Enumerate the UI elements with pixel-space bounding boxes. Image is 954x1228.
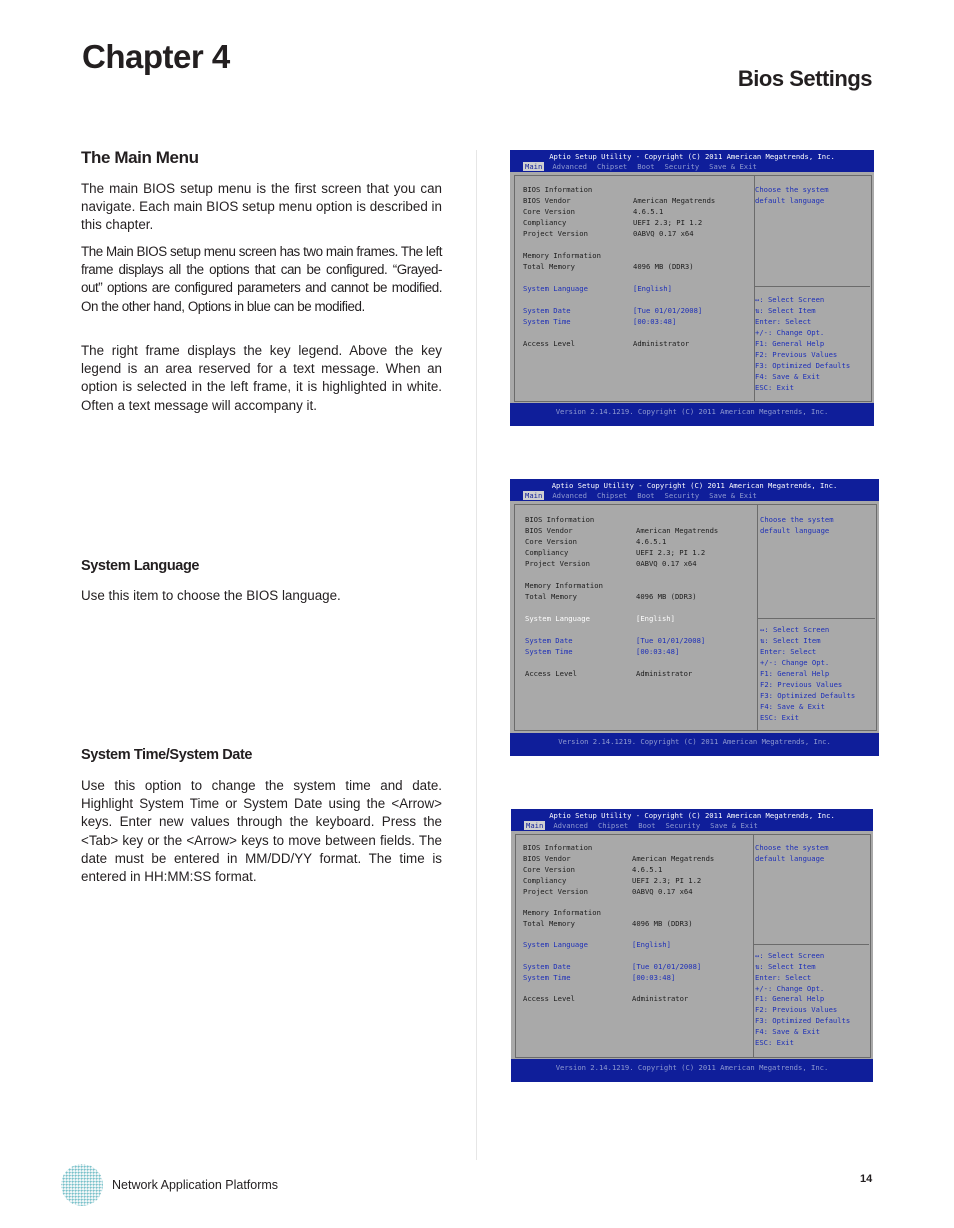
main-menu-heading: The Main Menu bbox=[81, 148, 199, 167]
value-core-version: 4.6.5.1 bbox=[636, 537, 667, 546]
row-access-level: Access Level bbox=[525, 669, 577, 678]
key-f2: F2: Previous Values bbox=[755, 350, 838, 359]
bios-screenshot-1 bbox=[510, 150, 874, 426]
value-system-date: [Tue 01/01/2008] bbox=[633, 306, 703, 315]
key-f4: F4: Save & Exit bbox=[760, 702, 825, 711]
key-change-opt: +/-: Change Opt. bbox=[760, 658, 830, 667]
value-system-time: [00:03:48] bbox=[633, 317, 677, 326]
tab-security: Security bbox=[664, 162, 700, 171]
tab-main: Main bbox=[526, 821, 544, 830]
row-core-version: Core Version bbox=[525, 537, 577, 546]
page-number: 14 bbox=[860, 1173, 873, 1185]
bios-utility-title: Aptio Setup Utility - Copyright (C) 2011 American Megatrends, Inc. bbox=[549, 152, 835, 161]
value-system-time: [00:03:48] bbox=[636, 647, 680, 656]
key-f4: F4: Save & Exit bbox=[755, 372, 820, 381]
row-total-memory: Total Memory bbox=[523, 919, 575, 928]
system-time-heading: System Time/System Date bbox=[81, 747, 253, 763]
main-menu-paragraph-1: The main BIOS setup menu is the first screen that you can navigate. Each main BIOS setup menu option is described in this chapter. bbox=[81, 181, 442, 233]
value-system-language: [English] bbox=[632, 940, 671, 949]
help-text-line-1: Choose the system bbox=[760, 515, 834, 524]
help-text-line-2: default language bbox=[760, 526, 830, 535]
row-project-version: Project Version bbox=[523, 887, 588, 896]
bios-version: Version 2.14.1219. Copyright (C) 2011 American Megatrends, Inc. bbox=[555, 407, 829, 416]
key-select-item: ⇅: Select Item bbox=[755, 306, 816, 315]
value-project-version: 0ABVQ 0.17 x64 bbox=[632, 887, 693, 896]
row-bios-information: BIOS Information bbox=[525, 515, 595, 524]
key-enter: Enter: Select bbox=[755, 973, 812, 982]
row-access-level: Access Level bbox=[523, 339, 575, 348]
row-compliancy: Compliancy bbox=[523, 876, 567, 885]
system-language-heading: System Language bbox=[81, 558, 200, 574]
bios-menu-bar bbox=[523, 162, 765, 171]
key-f3: F3: Optimized Defaults bbox=[755, 361, 851, 370]
help-text-line-2: default language bbox=[755, 854, 825, 863]
main-menu-paragraph-2: The Main BIOS setup menu screen has two main frames. The left frame displays all the options that can be configured. “Grayed-out” options are configured parameters and cannot be modified. On the other hand, Options in blue can be modified. bbox=[81, 244, 442, 314]
main-menu-paragraph-3: The right frame displays the key legend. Above the key legend is an area reserved for a text message. When an option is selected in the left frame, it is highlighted in white. Often a text message will accompany it. bbox=[81, 343, 442, 413]
row-bios-information: BIOS Information bbox=[523, 185, 593, 194]
tab-security: Security bbox=[665, 821, 701, 830]
column-divider bbox=[476, 150, 477, 1160]
key-change-opt: +/-: Change Opt. bbox=[755, 328, 825, 337]
value-core-version: 4.6.5.1 bbox=[632, 865, 663, 874]
key-select-item: ⇅: Select Item bbox=[755, 962, 816, 971]
tab-save-exit: Save & Exit bbox=[710, 821, 758, 830]
legend-divider bbox=[758, 618, 875, 619]
tab-boot: Boot bbox=[637, 491, 655, 500]
row-system-date: System Date bbox=[523, 962, 571, 971]
value-project-version: 0ABVQ 0.17 x64 bbox=[633, 229, 694, 238]
bios-screenshot-2 bbox=[510, 479, 879, 756]
key-f1: F1: General Help bbox=[755, 339, 825, 348]
globe-logo-icon bbox=[59, 1162, 105, 1213]
bios-version: Version 2.14.1219. Copyright (C) 2011 American Megatrends, Inc. bbox=[558, 737, 831, 746]
value-access-level: Administrator bbox=[632, 994, 689, 1003]
legend-divider bbox=[754, 944, 869, 945]
value-core-version: 4.6.5.1 bbox=[633, 207, 664, 216]
row-total-memory: Total Memory bbox=[523, 262, 575, 271]
key-esc: ESC: Exit bbox=[755, 1038, 794, 1047]
row-bios-vendor: BIOS Vendor bbox=[523, 196, 571, 205]
row-core-version: Core Version bbox=[523, 865, 575, 874]
tab-chipset: Chipset bbox=[596, 491, 628, 500]
row-system-date: System Date bbox=[523, 306, 571, 315]
value-total-memory: 4096 MB (DDR3) bbox=[636, 592, 697, 601]
row-system-language: System Language bbox=[525, 614, 590, 623]
bios-version: Version 2.14.1219. Copyright (C) 2011 American Megatrends, Inc. bbox=[555, 1063, 829, 1072]
system-language-paragraph: Use this item to choose the BIOS language. bbox=[81, 588, 341, 603]
row-project-version: Project Version bbox=[523, 229, 588, 238]
row-system-time: System Time bbox=[523, 973, 571, 982]
row-memory-information: Memory Information bbox=[525, 581, 603, 590]
tab-boot: Boot bbox=[637, 162, 655, 171]
help-text-line-1: Choose the system bbox=[755, 843, 829, 852]
row-memory-information: Memory Information bbox=[523, 251, 601, 260]
key-select-screen: ↔: Select Screen bbox=[760, 625, 830, 634]
value-system-date: [Tue 01/01/2008] bbox=[632, 962, 702, 971]
row-total-memory: Total Memory bbox=[525, 592, 577, 601]
bios-screenshot-3 bbox=[511, 809, 873, 1082]
row-system-language: System Language bbox=[523, 940, 588, 949]
value-access-level: Administrator bbox=[633, 339, 690, 348]
bios-utility-title: Aptio Setup Utility - Copyright (C) 2011 American Megatrends, Inc. bbox=[549, 811, 835, 820]
tab-advanced: Advanced bbox=[552, 491, 587, 500]
row-system-time: System Time bbox=[523, 317, 571, 326]
row-system-date: System Date bbox=[525, 636, 573, 645]
tab-advanced: Advanced bbox=[553, 821, 588, 830]
value-compliancy: UEFI 2.3; PI 1.2 bbox=[633, 218, 703, 227]
row-compliancy: Compliancy bbox=[525, 548, 569, 557]
row-project-version: Project Version bbox=[525, 559, 590, 568]
tab-main: Main bbox=[525, 491, 543, 500]
value-total-memory: 4096 MB (DDR3) bbox=[633, 262, 694, 271]
tab-main: Main bbox=[525, 162, 543, 171]
bios-menu-bar bbox=[523, 491, 765, 500]
help-text-line-2: default language bbox=[755, 196, 825, 205]
row-bios-vendor: BIOS Vendor bbox=[525, 526, 573, 535]
value-compliancy: UEFI 2.3; PI 1.2 bbox=[632, 876, 702, 885]
value-bios-vendor: American Megatrends bbox=[636, 526, 719, 535]
tab-chipset: Chipset bbox=[597, 821, 629, 830]
value-access-level: Administrator bbox=[636, 669, 693, 678]
section-title: Bios Settings bbox=[737, 66, 872, 91]
value-project-version: 0ABVQ 0.17 x64 bbox=[636, 559, 697, 568]
value-bios-vendor: American Megatrends bbox=[632, 854, 715, 863]
key-enter: Enter: Select bbox=[760, 647, 817, 656]
tab-boot: Boot bbox=[638, 821, 656, 830]
tab-save-exit: Save & Exit bbox=[709, 491, 757, 500]
key-select-screen: ↔: Select Screen bbox=[755, 295, 825, 304]
value-system-date: [Tue 01/01/2008] bbox=[636, 636, 706, 645]
row-access-level: Access Level bbox=[523, 994, 575, 1003]
value-total-memory: 4096 MB (DDR3) bbox=[632, 919, 693, 928]
legend-divider bbox=[755, 286, 870, 287]
key-f3: F3: Optimized Defaults bbox=[755, 1016, 851, 1025]
row-bios-vendor: BIOS Vendor bbox=[523, 854, 571, 863]
row-bios-information: BIOS Information bbox=[523, 843, 593, 852]
frame-divider bbox=[757, 504, 758, 730]
value-bios-vendor: American Megatrends bbox=[633, 196, 716, 205]
row-system-time: System Time bbox=[525, 647, 573, 656]
key-enter: Enter: Select bbox=[755, 317, 812, 326]
key-select-item: ⇅: Select Item bbox=[760, 636, 821, 645]
value-system-language: [English] bbox=[636, 614, 675, 623]
row-system-language: System Language bbox=[523, 284, 588, 293]
tab-save-exit: Save & Exit bbox=[709, 162, 757, 171]
key-esc: ESC: Exit bbox=[755, 383, 794, 392]
key-esc: ESC: Exit bbox=[760, 713, 799, 722]
tab-chipset: Chipset bbox=[596, 162, 628, 171]
row-compliancy: Compliancy bbox=[523, 218, 567, 227]
row-core-version: Core Version bbox=[523, 207, 575, 216]
bios-utility-title: Aptio Setup Utility - Copyright (C) 2011 American Megatrends, Inc. bbox=[551, 481, 838, 490]
tab-security: Security bbox=[664, 491, 700, 500]
row-memory-information: Memory Information bbox=[523, 908, 601, 917]
bios-menu-bar bbox=[524, 821, 766, 830]
frame-divider bbox=[753, 834, 754, 1057]
key-f1: F1: General Help bbox=[760, 669, 830, 678]
key-f4: F4: Save & Exit bbox=[755, 1027, 820, 1036]
value-system-language: [English] bbox=[633, 284, 672, 293]
tab-advanced: Advanced bbox=[552, 162, 587, 171]
system-time-paragraph: Use this option to change the system time and date. Highlight System Time or System Date using the <Arrow> keys. Enter new values through the keyboard. Press the <Tab> key or the <Arrow> keys to move between fields. The date must be entered in MM/DD/YY format. The time is entered in HH:MM:SS format. bbox=[81, 778, 442, 885]
key-f3: F3: Optimized Defaults bbox=[760, 691, 856, 700]
footer-brand: Network Application Platforms bbox=[112, 1178, 279, 1192]
key-f2: F2: Previous Values bbox=[760, 680, 843, 689]
key-f2: F2: Previous Values bbox=[755, 1005, 838, 1014]
value-compliancy: UEFI 2.3; PI 1.2 bbox=[636, 548, 706, 557]
key-select-screen: ↔: Select Screen bbox=[755, 951, 825, 960]
help-text-line-1: Choose the system bbox=[755, 185, 829, 194]
key-f1: F1: General Help bbox=[755, 994, 825, 1003]
value-system-time: [00:03:48] bbox=[632, 973, 676, 982]
chapter-title: Chapter 4 bbox=[82, 38, 230, 75]
key-change-opt: +/-: Change Opt. bbox=[755, 984, 825, 993]
